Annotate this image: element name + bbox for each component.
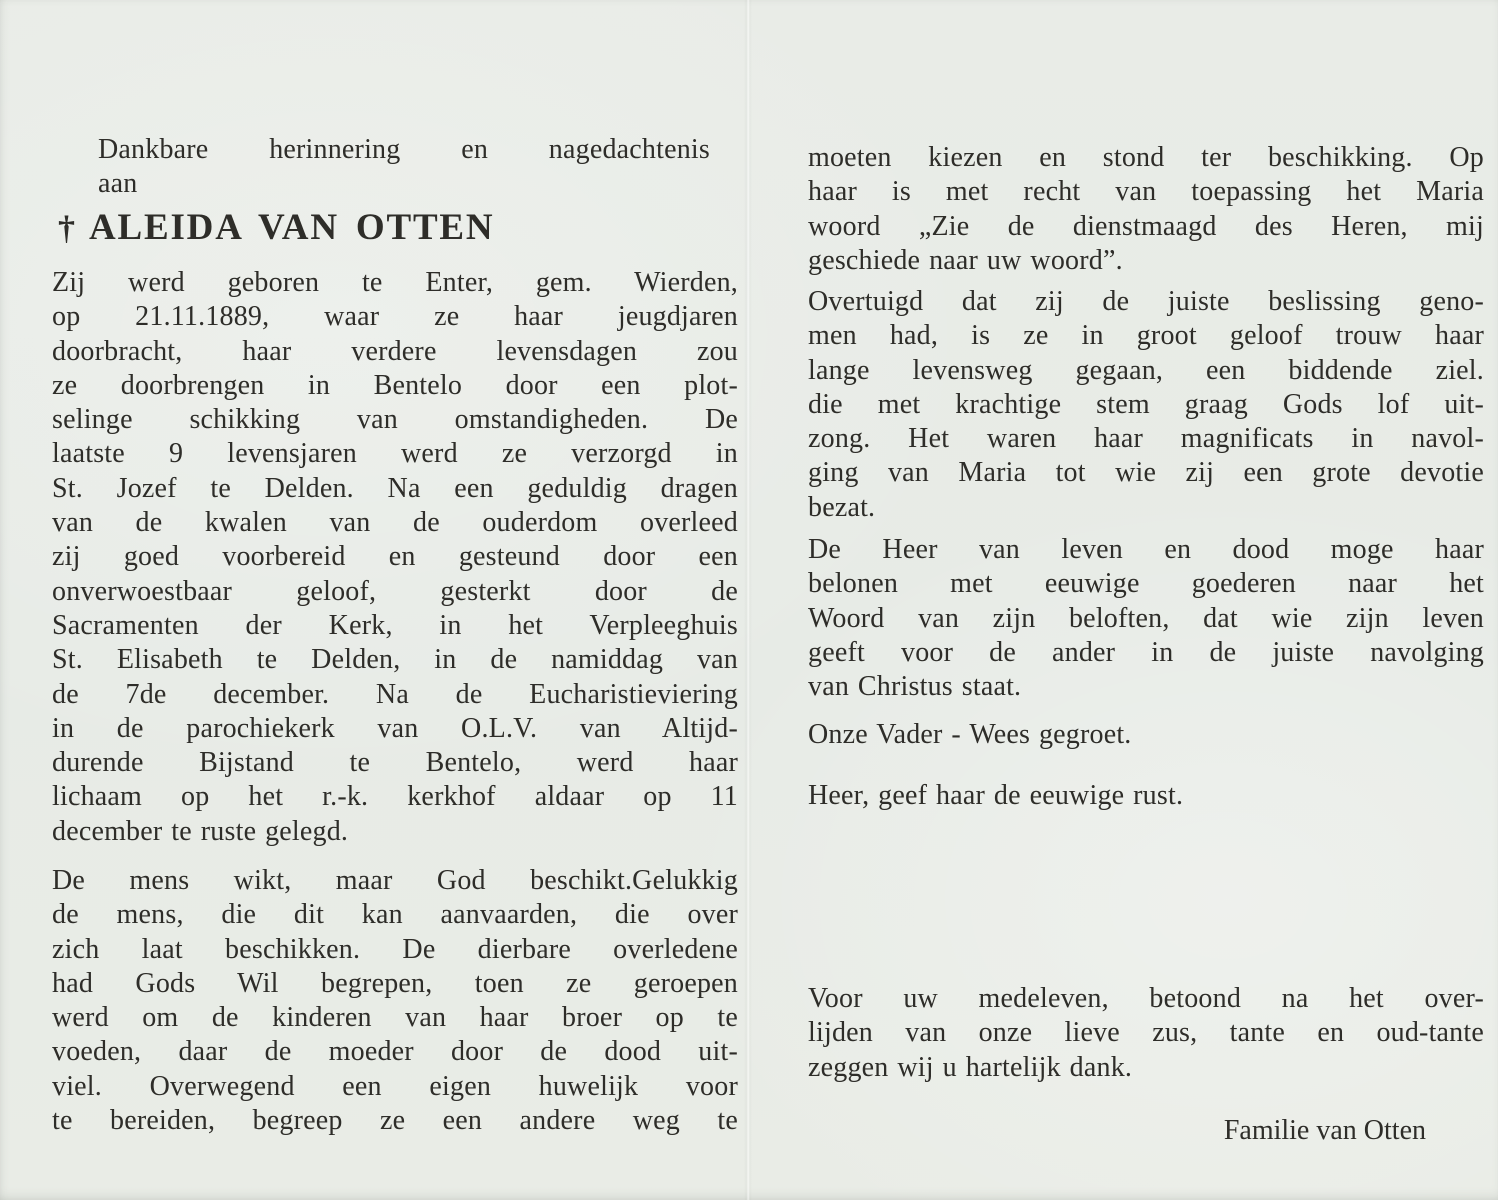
body-line: bezat. <box>808 491 876 523</box>
acknowledgement-paragraph <box>808 982 1484 1085</box>
body-line: men had, is ze in groot geloof trouw haar <box>808 320 1484 352</box>
body-line: moeten kiezen en stond ter beschikking. Op <box>808 142 1484 173</box>
body-line: te bereiden, begreep ze een andere weg te <box>52 1105 738 1137</box>
body-line: december te ruste gelegd. <box>52 815 349 847</box>
biography-paragraph <box>52 266 738 849</box>
body-line: durende Bijstand te Bentelo, werd haar <box>52 747 738 779</box>
body-line: die met krachtige stem graag Gods lof uit- <box>808 388 1484 420</box>
card-intro <box>98 133 710 202</box>
body-line: zij goed voorbereid en gesteund door een <box>52 541 738 573</box>
body-line: haar is met recht van toepassing het Maria <box>808 176 1484 208</box>
body-line: De Heer van leven en dood moge haar <box>808 534 1484 565</box>
intro-line-2: aan <box>98 168 138 200</box>
fold-crease <box>744 0 752 1200</box>
body-line: woord „Zie de dienstmaagd des Heren, mij <box>808 210 1484 242</box>
cross-icon: † <box>58 210 75 247</box>
body-line: de mens, die dit kan aanvaarden, die over <box>52 899 738 931</box>
body-line: belonen met eeuwige goederen naar het <box>808 568 1484 600</box>
body-line: Woord van zijn beloften, dat wie zijn leven <box>808 602 1484 634</box>
body-line: op 21.11.1889, waar ze haar jeugdjaren <box>52 301 738 333</box>
left-page <box>52 0 738 1200</box>
body-line: van de kwalen van de ouderdom overleed <box>52 507 738 539</box>
reflection-paragraph <box>52 864 738 1138</box>
body-line: viel. Overwegend een eigen huwelijk voor <box>52 1070 738 1102</box>
body-line: in de parochiekerk van O.L.V. van Altijd- <box>52 712 738 744</box>
prayer-line-1: Onze Vader - Wees gegroet. <box>808 719 1132 750</box>
body-line: doorbracht, haar verdere levensdagen zou <box>52 335 738 367</box>
body-line: van Christus staat. <box>808 671 1022 703</box>
body-line: Zij werd geboren te Enter, gem. Wierden, <box>52 267 738 298</box>
body-line: Sacramenten der Kerk, in het Verpleeghuis <box>52 609 738 641</box>
body-line: geschiede naar uw woord”. <box>808 244 1123 276</box>
body-line: lijden van onze lieve zus, tante en oud-tante <box>808 1017 1484 1049</box>
body-line: lange levensweg gegaan, een biddende ziel. <box>808 354 1484 386</box>
faith-paragraph <box>808 285 1484 525</box>
body-line: laatste 9 levensjaren werd ze verzorgd in <box>52 438 738 470</box>
body-line: zeggen wij u hartelijk dank. <box>808 1051 1133 1083</box>
body-line: zich laat beschikken. De dierbare overledene <box>52 933 738 965</box>
prayer-line-2: Heer, geef haar de eeuwige rust. <box>808 780 1184 811</box>
deceased-name: ALEIDA VAN OTTEN <box>89 207 495 248</box>
body-line: ging van Maria tot wie zij een grote devotie <box>808 457 1484 489</box>
intro-line-1: Dankbare herinnering en nagedachtenis <box>98 134 710 165</box>
body-line: had Gods Wil begrepen, toen ze geroepen <box>52 967 738 999</box>
body-line: lichaam op het r.-k. kerkhof aldaar op 11 <box>52 781 738 813</box>
body-line: de 7de december. Na de Eucharistieviering <box>52 678 738 710</box>
body-line: ze doorbrengen in Bentelo door een plot- <box>52 369 738 401</box>
body-line: De mens wikt, maar God beschikt.Gelukkig <box>52 865 738 896</box>
body-line: zong. Het waren haar magnificats in navol- <box>808 423 1484 455</box>
family-signature: Familie van Otten <box>1223 1115 1426 1146</box>
body-line: geeft voor de ander in de juiste navolging <box>808 636 1484 668</box>
body-line: werd om de kinderen van haar broer op te <box>52 1002 738 1034</box>
body-line: voeden, daar de moeder door de dood uit- <box>52 1036 738 1068</box>
blessing-paragraph <box>808 533 1484 704</box>
body-line: St. Elisabeth te Delden, in de namiddag van <box>52 644 738 676</box>
body-line: selinge schikking van omstandigheden. De <box>52 404 738 436</box>
body-line: Overtuigd dat zij de juiste beslissing geno- <box>808 286 1484 317</box>
deceased-name-heading <box>58 206 738 251</box>
continuation-paragraph <box>808 141 1484 278</box>
body-line: St. Jozef te Delden. Na een geduldig dragen <box>52 472 738 504</box>
body-line: onverwoestbaar geloof, gesterkt door de <box>52 575 738 607</box>
right-page <box>808 0 1484 1200</box>
body-line: Voor uw medeleven, betoond na het over- <box>808 983 1484 1014</box>
